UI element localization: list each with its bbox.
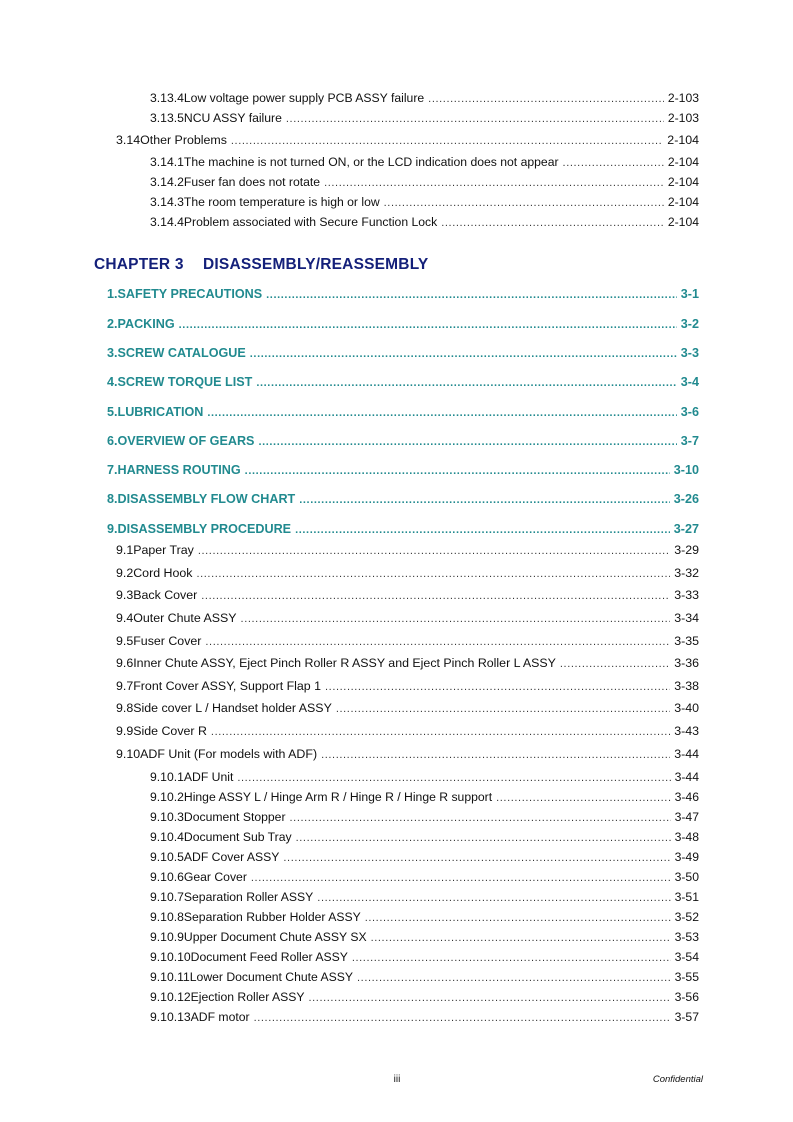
toc-entry[interactable] (150, 970, 699, 986)
toc-entry[interactable] (150, 870, 699, 886)
entry-number: 9.10.6 (150, 870, 184, 884)
dot-leader (266, 288, 677, 303)
subsection-title: Inner Chute ASSY, Eject Pinch Roller R ASSY and Eject Pinch Roller L ASSY (133, 656, 556, 670)
entry-title: Gear Cover (183, 870, 247, 884)
section-title: SCREW TORQUE LIST (117, 375, 253, 389)
toc-entry[interactable] (150, 910, 699, 926)
dot-leader (251, 871, 671, 886)
subsection-title: Cord Hook (133, 566, 193, 580)
entry-title: Hinge ASSY L / Hinge Arm R / Hinge R / Hinge R support (183, 790, 493, 804)
dot-leader (237, 771, 670, 786)
toc-entry[interactable] (150, 850, 699, 866)
dot-leader (196, 567, 670, 582)
toc-entry[interactable] (150, 790, 699, 806)
entry-page: 3-47 (674, 810, 699, 824)
section-title: HARNESS ROUTING (117, 463, 241, 477)
toc-entry[interactable] (150, 155, 699, 171)
section-number: 1. (107, 287, 118, 301)
section-number: 3. (107, 346, 118, 360)
entry-number: 9.10.5 (150, 850, 184, 864)
toc-entry[interactable] (150, 195, 699, 211)
subsection-number: 9.7 (116, 679, 134, 693)
section-title: DISASSEMBLY FLOW CHART (117, 492, 296, 506)
entry-number: 9.10.8 (150, 910, 184, 924)
dot-leader (371, 931, 671, 946)
section-number: 2. (107, 317, 118, 331)
subsection-title: Outer Chute ASSY (133, 611, 237, 625)
entry-page: 2-104 (667, 155, 699, 169)
entry-title: Low voltage power supply PCB ASSY failure (183, 91, 425, 105)
dot-leader (324, 176, 664, 191)
entry-number: 9.10.12 (150, 990, 191, 1004)
entry-page: 2-104 (667, 195, 699, 209)
entry-title: The room temperature is high or low (183, 195, 380, 209)
entry-number: 9.10.13 (150, 1010, 191, 1024)
entry-page: 2-103 (667, 91, 699, 105)
dot-leader (296, 831, 671, 846)
subsection-number: 9.2 (116, 566, 134, 580)
dot-leader (245, 464, 670, 479)
entry-title: Document Feed Roller ASSY (190, 950, 348, 964)
subsection-number: 9.9 (116, 724, 134, 738)
toc-entry[interactable] (150, 175, 699, 191)
dot-leader (441, 216, 664, 231)
subsection-number: 9.3 (116, 588, 134, 602)
subsection-page: 3-34 (674, 611, 699, 625)
entry-page: 3-46 (674, 790, 699, 804)
dot-leader (211, 725, 670, 740)
dot-leader (325, 680, 670, 695)
dot-leader (336, 702, 670, 717)
entry-page: 3-57 (674, 1010, 699, 1024)
dot-leader (563, 156, 664, 171)
subsection-title: Front Cover ASSY, Support Flap 1 (133, 679, 322, 693)
dot-leader (496, 791, 670, 806)
dot-leader (286, 112, 664, 127)
entry-number: 3.14.2 (150, 175, 184, 189)
section-page: 3-27 (673, 522, 699, 536)
entry-title: Lower Document Chute ASSY (189, 970, 354, 984)
toc-entry[interactable] (150, 770, 699, 786)
dot-leader (317, 891, 670, 906)
section-number: 4. (107, 375, 118, 389)
toc-subsection[interactable] (116, 679, 699, 695)
section-page: 3-6 (680, 405, 699, 419)
section-number: 8. (107, 492, 118, 506)
toc-entry[interactable] (150, 930, 699, 946)
subsection-page: 3-35 (674, 634, 699, 648)
dot-leader (250, 347, 677, 362)
section-title: LUBRICATION (117, 405, 204, 419)
subsection-number: 9.6 (116, 656, 134, 670)
subsection-number: 9.10 (116, 747, 141, 761)
subsection-number: 9.1 (116, 543, 134, 557)
entry-page: 3-56 (674, 990, 699, 1004)
entry-number: 9.10.7 (150, 890, 184, 904)
toc-entry[interactable] (150, 91, 699, 107)
dot-leader (205, 635, 670, 650)
dot-leader (295, 523, 670, 538)
entry-title: ADF Cover ASSY (183, 850, 280, 864)
section-page: 3-4 (680, 375, 699, 389)
subsection-number: 9.5 (116, 634, 134, 648)
subsection-page: 3-36 (674, 656, 699, 670)
entry-number: 9.10.11 (150, 970, 190, 984)
subsection-title: Fuser Cover (133, 634, 202, 648)
dot-leader (357, 971, 671, 986)
entry-title: Problem associated with Secure Function Lock (183, 215, 438, 229)
section-page: 3-7 (680, 434, 699, 448)
subsection-page: 3-44 (674, 747, 699, 761)
section-title: SCREW CATALOGUE (117, 346, 246, 360)
entry-title: Fuser fan does not rotate (183, 175, 321, 189)
chapter-title: DISASSEMBLY/REASSEMBLY (203, 256, 429, 273)
section-title: DISASSEMBLY PROCEDURE (117, 522, 292, 536)
dot-leader (241, 612, 671, 627)
dot-leader (365, 911, 671, 926)
dot-leader (198, 544, 670, 559)
toc-subsection[interactable] (116, 701, 699, 717)
entry-number: 9.10.1 (150, 770, 184, 784)
entry-title: Other Problems (140, 133, 227, 147)
entry-title: NCU ASSY failure (183, 111, 282, 125)
toc-section[interactable] (107, 287, 699, 303)
toc-subsection[interactable] (116, 566, 699, 582)
toc-entry[interactable] (150, 111, 699, 127)
section-page: 3-26 (673, 492, 699, 506)
section-number: 5. (107, 405, 118, 419)
section-number: 6. (107, 434, 118, 448)
entry-page: 2-104 (667, 133, 699, 147)
section-page: 3-10 (673, 463, 699, 477)
subsection-title: Side Cover R (133, 724, 207, 738)
toc-subsection[interactable] (116, 634, 699, 650)
section-page: 3-1 (680, 287, 699, 301)
toc-section[interactable] (107, 522, 699, 538)
section-number: 9. (107, 522, 118, 536)
toc-section[interactable] (107, 405, 699, 421)
entry-title: The machine is not turned ON, or the LCD indication does not appear (183, 155, 559, 169)
entry-page: 2-104 (667, 215, 699, 229)
dot-leader (201, 589, 670, 604)
entry-number: 3.14.1 (150, 155, 184, 169)
entry-number: 9.10.9 (150, 930, 184, 944)
section-title: OVERVIEW OF GEARS (117, 434, 255, 448)
subsection-title: Back Cover (133, 588, 198, 602)
entry-number: 9.10.4 (150, 830, 184, 844)
entry-number: 3.13.5 (150, 111, 184, 125)
dot-leader (256, 376, 676, 391)
dot-leader (560, 657, 670, 672)
entry-page: 3-48 (674, 830, 699, 844)
toc-subsection[interactable] (116, 543, 699, 559)
toc-section[interactable] (107, 434, 699, 450)
subsection-page: 3-33 (674, 588, 699, 602)
toc-subsection[interactable] (116, 588, 699, 604)
entry-number: 3.14.3 (150, 195, 184, 209)
section-number: 7. (107, 463, 118, 477)
dot-leader (299, 493, 670, 508)
entry-title: Separation Rubber Holder ASSY (183, 910, 361, 924)
toc-section[interactable] (107, 492, 699, 508)
entry-page: 3-54 (674, 950, 699, 964)
dot-leader (254, 1011, 671, 1026)
subsection-page: 3-40 (674, 701, 699, 715)
toc-entry[interactable] (150, 1010, 699, 1026)
dot-leader (283, 851, 670, 866)
entry-number: 3.14 (116, 133, 141, 147)
entry-title: Document Sub Tray (183, 830, 292, 844)
dot-leader (207, 406, 676, 421)
toc-entry[interactable] (150, 810, 699, 826)
section-page: 3-3 (680, 346, 699, 360)
entry-page: 3-55 (674, 970, 699, 984)
entry-number: 3.14.4 (150, 215, 184, 229)
entry-number: 9.10.2 (150, 790, 184, 804)
chapter-heading (94, 256, 428, 274)
toc-section[interactable] (107, 346, 699, 362)
subsection-title: ADF Unit (For models with ADF) (140, 747, 318, 761)
toc-entry[interactable] (150, 990, 699, 1006)
toc-subsection[interactable] (116, 611, 699, 627)
subsection-page: 3-32 (674, 566, 699, 580)
entry-title: Separation Roller ASSY (183, 890, 314, 904)
page-number: iii (393, 1074, 401, 1085)
toc-entry[interactable] (116, 133, 699, 149)
subsection-title: Side cover L / Handset holder ASSY (133, 701, 332, 715)
entry-page: 3-49 (674, 850, 699, 864)
entry-title: Upper Document Chute ASSY SX (183, 930, 367, 944)
section-title: PACKING (117, 317, 175, 331)
section-page: 3-2 (680, 317, 699, 331)
subsection-page: 3-29 (674, 543, 699, 557)
section-title: SAFETY PRECAUTIONS (117, 287, 263, 301)
dot-leader (384, 196, 664, 211)
entry-title: Document Stopper (183, 810, 286, 824)
entry-title: Ejection Roller ASSY (190, 990, 305, 1004)
subsection-number: 9.8 (116, 701, 134, 715)
subsection-page: 3-38 (674, 679, 699, 693)
dot-leader (231, 134, 663, 149)
toc-entry[interactable] (150, 215, 699, 231)
chapter-label: CHAPTER 3 (94, 256, 184, 273)
entry-page: 3-51 (674, 890, 699, 904)
dot-leader (352, 951, 671, 966)
toc-entry[interactable] (150, 830, 699, 846)
entry-page: 3-50 (674, 870, 699, 884)
entry-page: 2-104 (667, 175, 699, 189)
entry-number: 9.10.10 (150, 950, 191, 964)
entry-page: 3-53 (674, 930, 699, 944)
dot-leader (258, 435, 676, 450)
entry-title: ADF motor (190, 1010, 250, 1024)
toc-subsection[interactable] (116, 656, 699, 672)
entry-page: 2-103 (667, 111, 699, 125)
subsection-title: Paper Tray (133, 543, 194, 557)
entry-title: ADF Unit (183, 770, 234, 784)
subsection-number: 9.4 (116, 611, 134, 625)
dot-leader (321, 748, 670, 763)
dot-leader (428, 92, 664, 107)
toc-section[interactable] (107, 375, 699, 391)
entry-page: 3-52 (674, 910, 699, 924)
entry-page: 3-44 (674, 770, 699, 784)
dot-leader (179, 318, 677, 333)
dot-leader (290, 811, 671, 826)
entry-number: 3.13.4 (150, 91, 184, 105)
toc-subsection[interactable] (116, 747, 699, 763)
subsection-page: 3-43 (674, 724, 699, 738)
toc-entry[interactable] (150, 950, 699, 966)
toc-section[interactable] (107, 463, 699, 479)
confidential-label: Confidential (652, 1074, 703, 1085)
entry-number: 9.10.3 (150, 810, 184, 824)
toc-section[interactable] (107, 317, 699, 333)
toc-entry[interactable] (150, 890, 699, 906)
toc-subsection[interactable] (116, 724, 699, 740)
dot-leader (308, 991, 670, 1006)
